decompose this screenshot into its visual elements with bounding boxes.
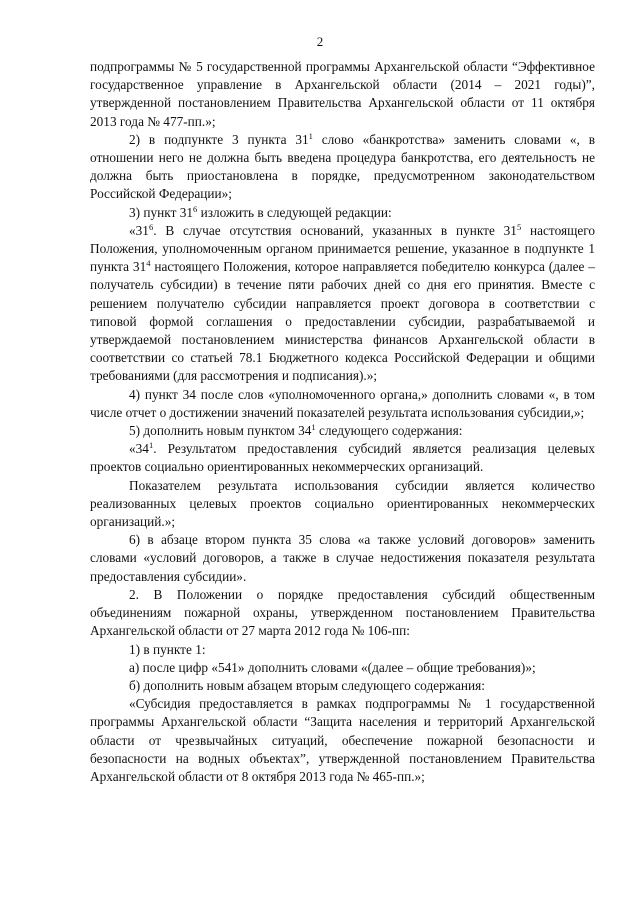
page-number: 2: [316, 34, 324, 49]
paragraph: [90, 440, 595, 476]
text-run: 3) пункт 31: [129, 204, 193, 220]
text-run: б) дополнить новым абзацем вторым следующего содержания:: [129, 677, 485, 693]
text-run: а) после цифр «541» дополнить словами «(далее – общие требования)»;: [129, 659, 536, 675]
superscript: 1: [148, 440, 154, 451]
text-run: 2) в подпункте 3 пункта 31: [129, 131, 309, 147]
superscript: 6: [148, 221, 154, 232]
paragraph: [90, 641, 595, 659]
paragraph: [90, 586, 595, 641]
text-run: подпрограммы № 5 государственной программы Архангельской области “Эффективное государственное управление в Архангельской области (2014 – 2021 годы)”, утвержденной постановлением Правительства Архангельской области от 11 октября 2013 года № 477-пп.»;: [90, 59, 595, 129]
superscript: 1: [308, 130, 313, 141]
paragraph: [90, 222, 595, 386]
superscript: 4: [146, 258, 151, 269]
superscript: 6: [193, 203, 198, 214]
paragraph: [90, 477, 595, 532]
text-run: Показателем результата использования субсидии является количество реализованных целевых проектов социально ориентированных некоммерческих организаций.»;: [90, 477, 595, 530]
text-run: 6) в абзаце втором пункта 35 слова «а также условий договоров» заменить словами «условий договоров, а также в случае недостижения показателя результата предоставления субсидии».: [90, 532, 595, 584]
text-run: 5) дополнить новым пунктом 34: [129, 423, 312, 439]
paragraph: [90, 659, 595, 677]
paragraph: [90, 531, 595, 586]
superscript: 5: [516, 221, 522, 232]
text-run: изложить в следующей редакции:: [197, 204, 392, 220]
paragraph: [90, 204, 595, 222]
paragraph: [90, 422, 595, 440]
paragraph: [90, 58, 595, 131]
text-run: «Субсидия предоставляется в рамках подпрограммы № 1 государственной программы Архангельской области “Защита населения и территорий Архангельской области от чрезвычайных ситуаций, обеспечение пожарной безопасности и безопасности на водных объектах”, утвержденной постановлением Правительства Архангельской области от 8 октября 2013 года № 465-пп.»;: [90, 696, 595, 784]
text-run: следующего содержания:: [315, 423, 463, 439]
paragraph: [90, 131, 595, 204]
text-run: настоящего Положения, которое направляется победителю конкурса (далее – получатель субсидии) в течение пяти рабочих дней со дня его принятия. Вместе с решением получателю субсидии направляется проект договора в соответствии с типовой формой соглашения о предоставлении субсидии, разрабатываемой и утверждаемой постановлением министерства финансов Архангельской области в соответствии со статьей 78.1 Бюджетного кодекса Российской Федерации и общими требованиями (для рассмотрения и подписания).»;: [90, 259, 595, 384]
text-run: слово «банкротства» заменить словами «, в отношении него не должна быть введена процедура банкротства, его деятельность не должна быть приостановлена в порядке, предусмотренном законодательством Российской Федерации»;: [90, 131, 595, 202]
text-run: 2. В Положении о порядке предоставления субсидий общественным объединениям пожарной охраны, утвержденном постановлением Правительства Архангельской области от 27 марта 2012 года № 106-пп:: [90, 586, 595, 639]
paragraph: [90, 695, 595, 786]
text-run: «31: [129, 222, 149, 238]
text-run: «34: [129, 441, 149, 457]
text-run: . В случае отсутствия оснований, указанных в пункте 31: [153, 222, 517, 238]
paragraph: [90, 677, 595, 695]
text-run: . Результатом предоставления субсидий является реализация целевых проектов социально ориентированных некоммерческих организаций.: [90, 441, 595, 475]
text-run: 1) в пункте 1:: [129, 641, 206, 657]
superscript: 1: [311, 422, 316, 433]
text-run: настоящего Положения, уполномоченным органом принимается решение, указанное в подпункте 1 пункта 31: [90, 222, 595, 275]
text-run: 4) пункт 34 после слов «уполномоченного органа,» дополнить словами «, в том числе отчет о достижении значений показателей результата использования субсидии,»;: [90, 386, 595, 420]
paragraph: [90, 386, 595, 422]
document-body: [90, 58, 595, 786]
